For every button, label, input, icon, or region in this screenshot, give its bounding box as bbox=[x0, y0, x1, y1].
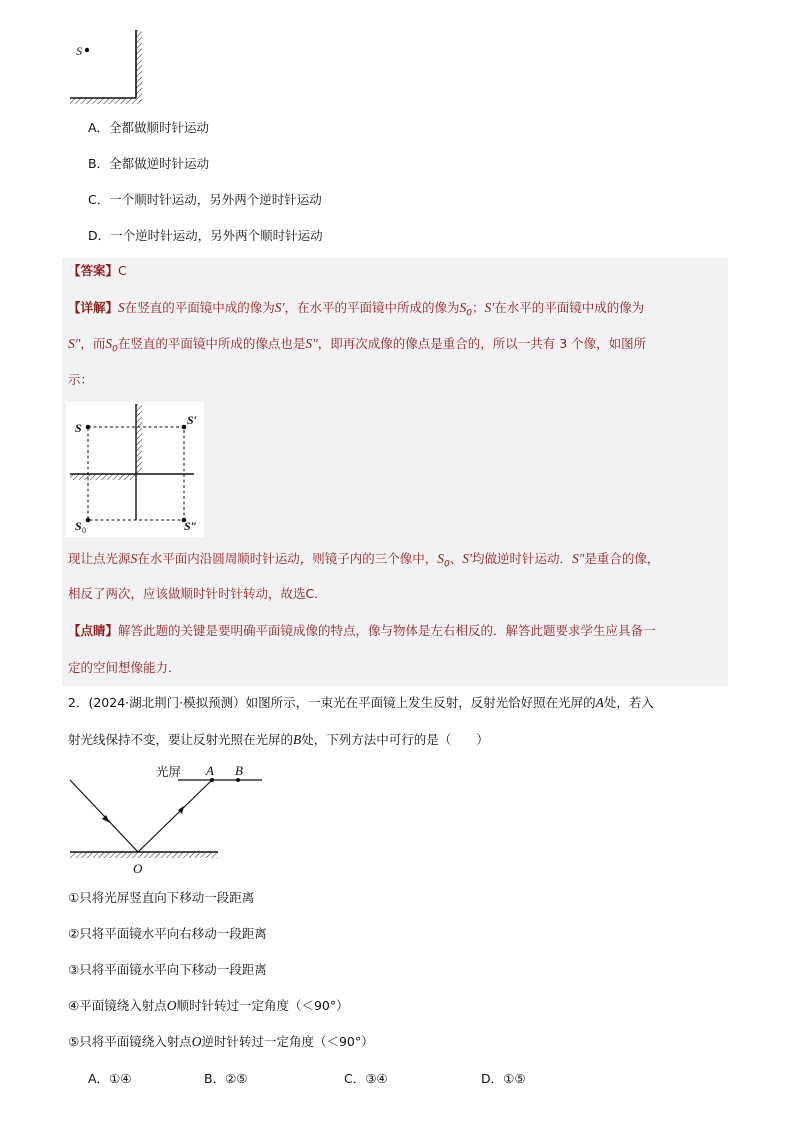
point-o-label: O bbox=[133, 861, 143, 876]
sym-s0-sub: 0 bbox=[112, 344, 118, 355]
detail-text: ； bbox=[471, 300, 485, 315]
choice-c: C．③④ bbox=[344, 1071, 388, 1086]
detail-text: ，在水平的平面镜中所成的像为 bbox=[284, 300, 460, 315]
detail-line-1 bbox=[68, 299, 644, 323]
sym-s0-sub: 0 bbox=[466, 308, 472, 319]
detail-line-2 bbox=[68, 335, 646, 359]
after-text: 、 bbox=[449, 551, 463, 566]
after-figure-line-1 bbox=[68, 550, 659, 574]
comment-line-2: 定的空间想像能力． bbox=[68, 660, 181, 675]
choice-a: A．①④ bbox=[88, 1071, 132, 1086]
statement-3: ③只将平面镜水平向下移动一段距离 bbox=[68, 962, 267, 977]
detail-text: 在竖直的平面镜中所成的像点也是 bbox=[117, 336, 306, 351]
choice-b: B．②⑤ bbox=[204, 1071, 248, 1086]
sym-s-double-prime: S″ bbox=[305, 336, 318, 351]
question-text: 处，若入 bbox=[603, 695, 654, 710]
question-text: 射光线保持不变，要让反射光照在光屏的 bbox=[68, 732, 294, 747]
sym-s0: S bbox=[437, 551, 445, 566]
sym-s0: S bbox=[105, 336, 113, 351]
question-2-line-1 bbox=[68, 694, 654, 712]
question-text: 2．(2024·湖北荆门·模拟预测）如图所示，一束光在平面镜上发生反射，反射光恰好照在光屏的 bbox=[68, 695, 596, 710]
comment-text: 解答此题的关键是要明确平面镜成像的特点，像与物体是左右相反的．解答此题要求学生应具备一 bbox=[118, 623, 656, 638]
sym-o: O bbox=[166, 998, 177, 1013]
option-b: B．全都做逆时针运动 bbox=[88, 156, 210, 171]
sym-s-double-prime: S″ bbox=[572, 551, 585, 566]
comment-tag: 【点睛】 bbox=[68, 623, 119, 638]
statement-4 bbox=[68, 997, 349, 1015]
point-s-label: S bbox=[76, 44, 82, 58]
sym-s-prime: S′ bbox=[462, 551, 472, 566]
label-s0: S bbox=[75, 519, 82, 533]
after-text: 是重合的像， bbox=[584, 551, 660, 566]
point-b-label: B bbox=[235, 763, 243, 778]
sym-s-double-prime: S″ bbox=[68, 336, 81, 351]
detail-text: ，即再次成像的像点是重合的，所以一共有 3 个像，如图所 bbox=[317, 336, 647, 351]
detail-text: 在水平的平面镜中成的像为 bbox=[494, 300, 645, 315]
sym-b: B bbox=[293, 732, 302, 747]
label-s: S bbox=[75, 421, 82, 435]
answer-line bbox=[68, 262, 127, 280]
choice-d: D．①⑤ bbox=[481, 1071, 526, 1086]
after-text: 在水平面内沿圆周顺时针运动，则镜子内的三个像中， bbox=[137, 551, 438, 566]
label-s-prime: S′ bbox=[187, 413, 198, 427]
mirror-images-figure bbox=[66, 402, 204, 537]
answer-tag: 【答案】 bbox=[68, 263, 119, 278]
sym-s-prime: S′ bbox=[484, 300, 495, 315]
detail-text: ，而 bbox=[80, 336, 106, 351]
detail-line-3: 示： bbox=[68, 372, 94, 387]
sym-a: A bbox=[595, 695, 604, 710]
comment-line-1 bbox=[68, 622, 656, 640]
option-a: A．全都做顺时针运动 bbox=[88, 120, 210, 135]
statement-1: ①只将光屏竖直向下移动一段距离 bbox=[68, 890, 255, 905]
sym-s-prime: S′ bbox=[274, 300, 285, 315]
sym-s0-sub: 0 bbox=[444, 559, 450, 570]
after-text: 均做逆时针运动． bbox=[471, 551, 572, 566]
corner-mirror-figure bbox=[66, 28, 148, 106]
statement-2: ②只将平面镜水平向右移动一段距离 bbox=[68, 926, 267, 941]
statement-text: 逆时针转过一定角度（＜90°） bbox=[201, 1034, 374, 1049]
statement-5 bbox=[68, 1033, 374, 1051]
answer-value: C bbox=[118, 263, 127, 278]
sym-s0: S bbox=[459, 300, 467, 315]
question-text: 处，下列方法中可行的是（ ） bbox=[301, 732, 489, 747]
sym-o: O bbox=[191, 1034, 202, 1049]
detail-tag: 【详解】 bbox=[68, 300, 119, 315]
label-s-double-prime: S″ bbox=[184, 519, 198, 533]
detail-text: 在竖直的平面镜中成的像为 bbox=[124, 300, 275, 315]
statement-text: ④平面镜绕入射点 bbox=[68, 998, 167, 1013]
point-a-label: A bbox=[206, 763, 214, 778]
sym-s: S bbox=[130, 551, 138, 566]
statement-text: ⑤只将平面镜绕入射点 bbox=[68, 1034, 192, 1049]
label-s0-sub: 0 bbox=[82, 526, 86, 535]
option-d: D．一个逆时针运动，另外两个顺时针运动 bbox=[88, 228, 323, 243]
after-text: 现让点光源 bbox=[68, 551, 131, 566]
sym-s: S bbox=[118, 300, 125, 315]
statement-text: 顺时针转过一定角度（＜90°） bbox=[176, 998, 349, 1013]
reflection-figure bbox=[66, 760, 266, 876]
screen-label: 光屏 bbox=[156, 764, 182, 779]
after-figure-line-2: 相反了两次，应该做顺时针时针转动，故选C． bbox=[68, 586, 327, 601]
option-c: C．一个顺时针运动，另外两个逆时针运动 bbox=[88, 192, 322, 207]
question-2-line-2 bbox=[68, 731, 489, 749]
